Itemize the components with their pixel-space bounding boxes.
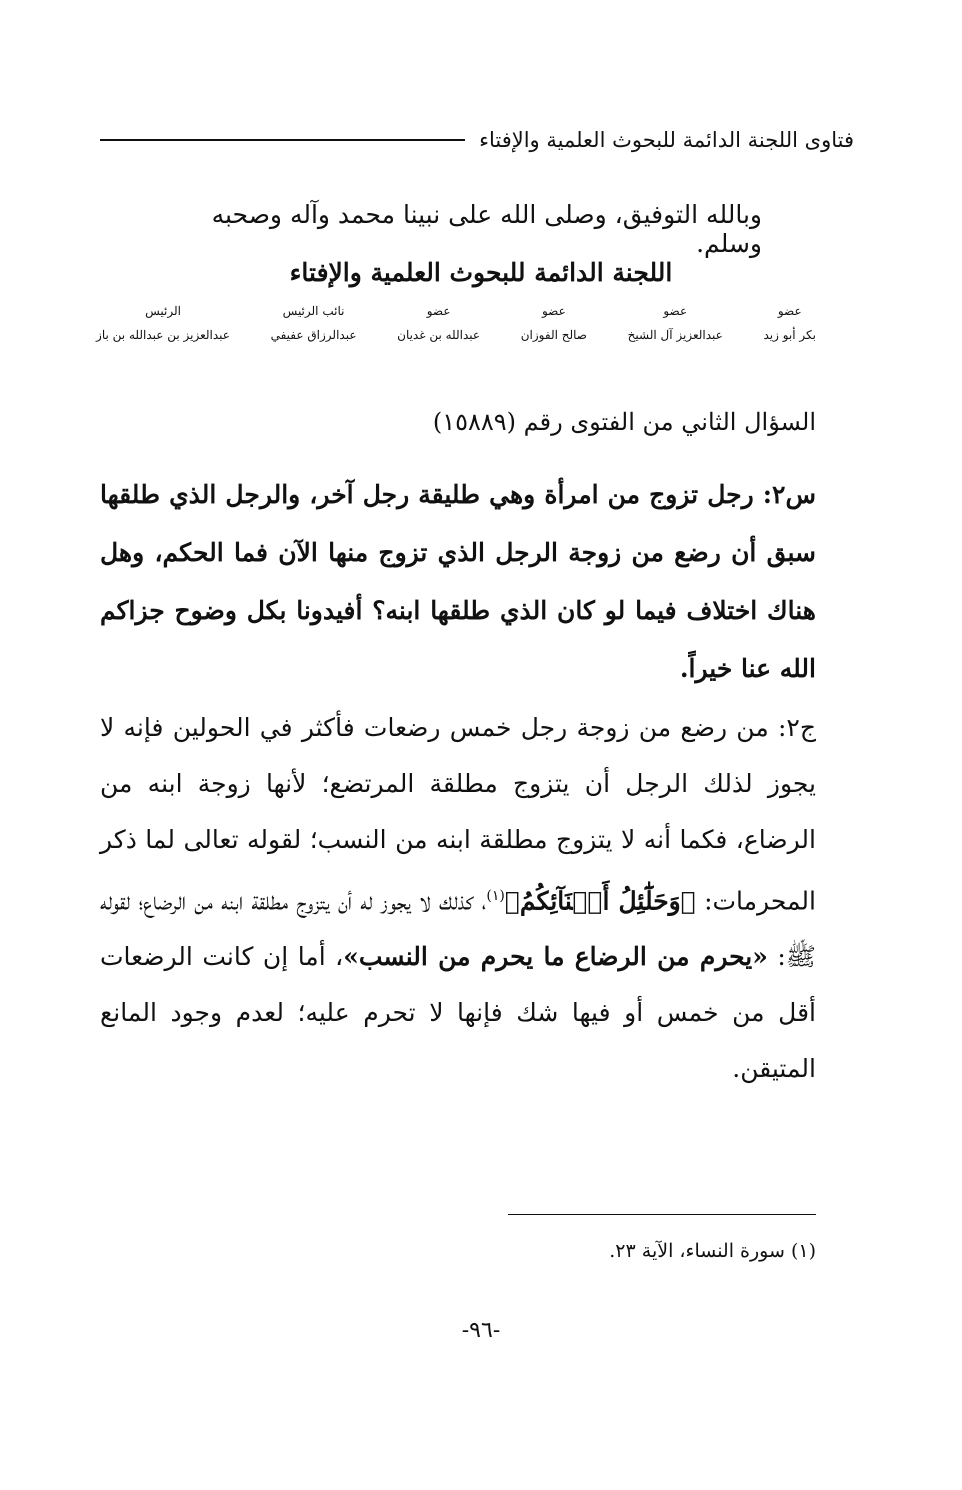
member-role: الرئيس (145, 304, 181, 318)
committee-name: اللجنة الدائمة للبحوث العلمية والإفتاء (289, 258, 673, 287)
signature-member (96, 304, 230, 342)
signature-member (521, 304, 587, 342)
signature-member (628, 304, 723, 342)
member-role: عضو (541, 304, 566, 318)
member-name: عبدالعزيز آل الشيخ (627, 328, 723, 342)
running-header (100, 128, 854, 152)
member-name: عبدالعزيز بن عبدالله بن باز (96, 328, 230, 342)
quran-verse: ﴿وَحَلَٰٓئِلُ أَبۡنَآئِكُمُ﴾ (504, 886, 696, 916)
signature-table (96, 304, 816, 342)
answer-part-1: ج٢: من رضع من زوجة رجل خمس رضعات فأكثر في الحولين فإنه لا يجوز لذلك الرجل أن يتزوج مطلقة المرتضع؛ لأنها زوجة ابنه من الرضاع، فكما أنه لا يتزوج مطلقة ابنه من النسب؛ لقوله تعالى لما ذكر المحرمات: (100, 713, 816, 916)
footnote: (١) سورة النساء، الآية ٢٣. (609, 1240, 816, 1262)
header-rule (100, 139, 465, 141)
answer-part-3: ، أما إن كانت الرضعات أقل من خمس أو فيها شك فإنها لا تحرم عليه؛ لعدم وجود المانع المتيقن. (100, 942, 816, 1084)
member-role: عضو (426, 304, 451, 318)
question-heading: السؤال الثاني من الفتوى رقم (١٥٨٨٩) (432, 408, 816, 436)
answer-part-2: ، كذلك لا يجوز له أن يتزوج مطلقة ابنه من الرضاع؛ لقوله ﷺ: (100, 886, 816, 972)
member-name: عبدالرزاق عفيفي (270, 328, 357, 342)
member-name: صالح الفوزان (520, 328, 587, 342)
member-name: بكر أبو زيد (763, 328, 816, 342)
book-title: فتاوى اللجنة الدائمة للبحوث العلمية والإفتاء (479, 128, 854, 152)
signature-member (397, 304, 480, 342)
member-role: عضو (663, 304, 688, 318)
answer-text (100, 700, 816, 1097)
member-name: عبدالله بن غديان (397, 328, 481, 342)
page-number: -٩٦- (461, 1318, 501, 1343)
footnote-reference: (١) (486, 888, 505, 904)
member-role: عضو (777, 304, 802, 318)
signature-member (271, 304, 357, 342)
question-text: س٢: رجل تزوج من امرأة وهي طليقة رجل آخر، والرجل الذي طلقها سبق أن رضع من زوجة الرجل الذي تزوج منها الآن فما الحكم، وهل هناك اختلاف فيما لو كان الذي طلقها ابنه؟ أفيدونا بكل وضوح جزاكم الله عنا خيراً. (100, 480, 816, 683)
closing-line: وبالله التوفيق، وصلى الله على نبينا محمد وآله وصحبه وسلم. (211, 200, 762, 258)
signature-member (763, 304, 816, 342)
hadith-quote: «يحرم من الرضاع ما يحرم من النسب» (343, 942, 768, 972)
footnote-rule (508, 1214, 816, 1215)
member-role: نائب الرئيس (282, 304, 345, 318)
